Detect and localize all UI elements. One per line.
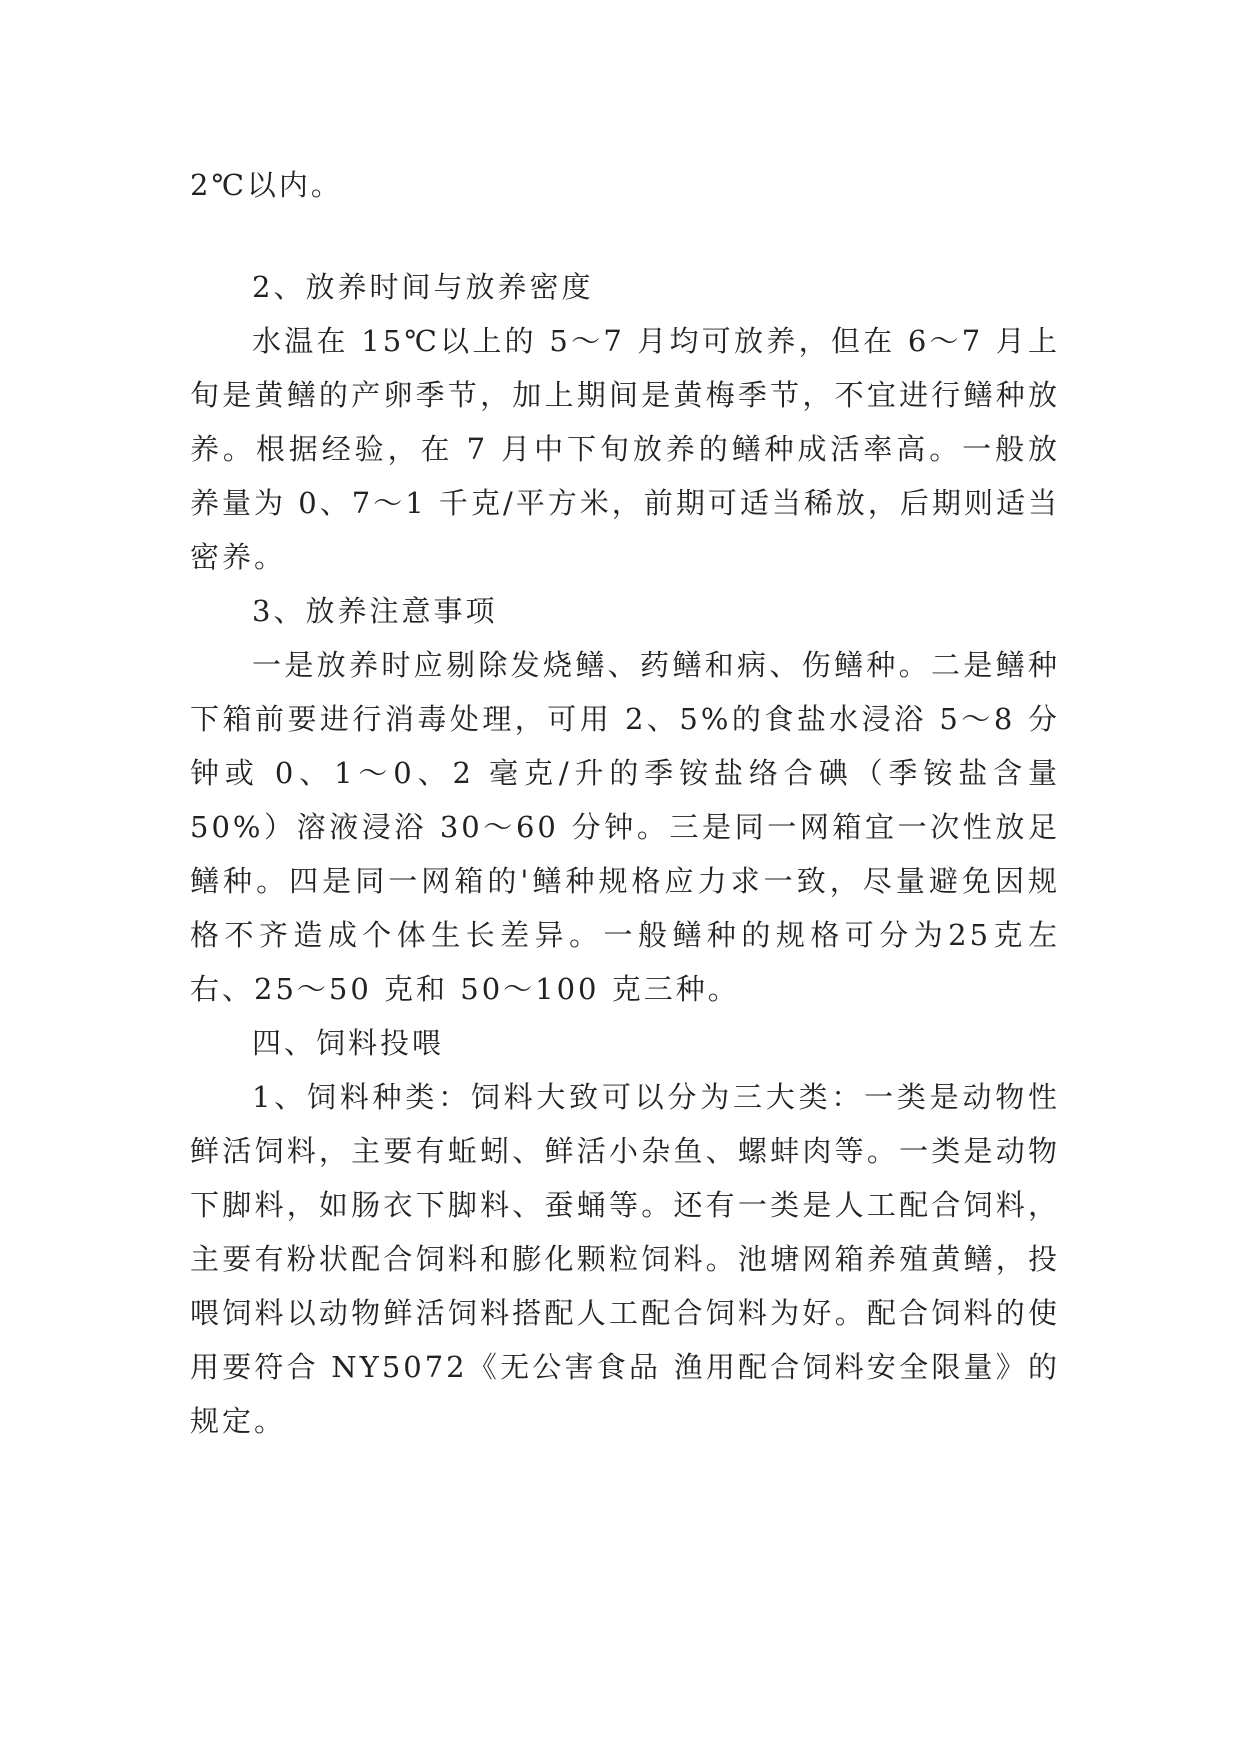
document-body bbox=[190, 158, 1060, 1448]
paragraph-stocking-time-density: 水温在 15℃以上的 5～7 月均可放养，但在 6～7 月上旬是黄鳝的产卵季节，加上期间是黄梅季节，不宜进行鳝种放养。根据经验，在 7 月中下旬放养的鳝种成活率高。一般放养量为 0、7～1 千克/平方米，前期可适当稀放，后期则适当密养。 bbox=[190, 324, 1060, 574]
section-heading-stocking-notes: 3、放养注意事项 bbox=[252, 594, 498, 628]
section-heading-feeding: 四、饲料投喂 bbox=[252, 1026, 445, 1060]
paragraph-continuation: 2℃以内。 bbox=[190, 168, 343, 202]
paragraph-stocking-notes: 一是放养时应剔除发烧鳝、药鳝和病、伤鳝种。二是鳝种下箱前要进行消毒处理，可用 2、5%的食盐水浸浴 5～8 分钟或 0、1～0、2 毫克/升的季铵盐络合碘（季铵盐含量 50%）溶液浸浴 30～60 分钟。三是同一网箱宜一次性放足鳝种。四是同一网箱的'鳝种规格应力求一致，尽量避免因规格不齐造成个体生长差异。一般鳝种的规格可分为25克左右、25～50 克和 50～100 克三种。 bbox=[190, 648, 1060, 1006]
paragraph-feed-types: 1、饲料种类：饲料大致可以分为三大类：一类是动物性鲜活饲料，主要有蚯蚓、鲜活小杂鱼、螺蚌肉等。一类是动物下脚料，如肠衣下脚料、蚕蛹等。还有一类是人工配合饲料，主要有粉状配合饲料和膨化颗粒饲料。池塘网箱养殖黄鳝，投喂饲料以动物鲜活饲料搭配人工配合饲料为好。配合饲料的使用要符合 NY5072《无公害食品 渔用配合饲料安全限量》的规定。 bbox=[190, 1080, 1060, 1438]
section-heading-stocking-time-density: 2、放养时间与放养密度 bbox=[252, 270, 594, 304]
